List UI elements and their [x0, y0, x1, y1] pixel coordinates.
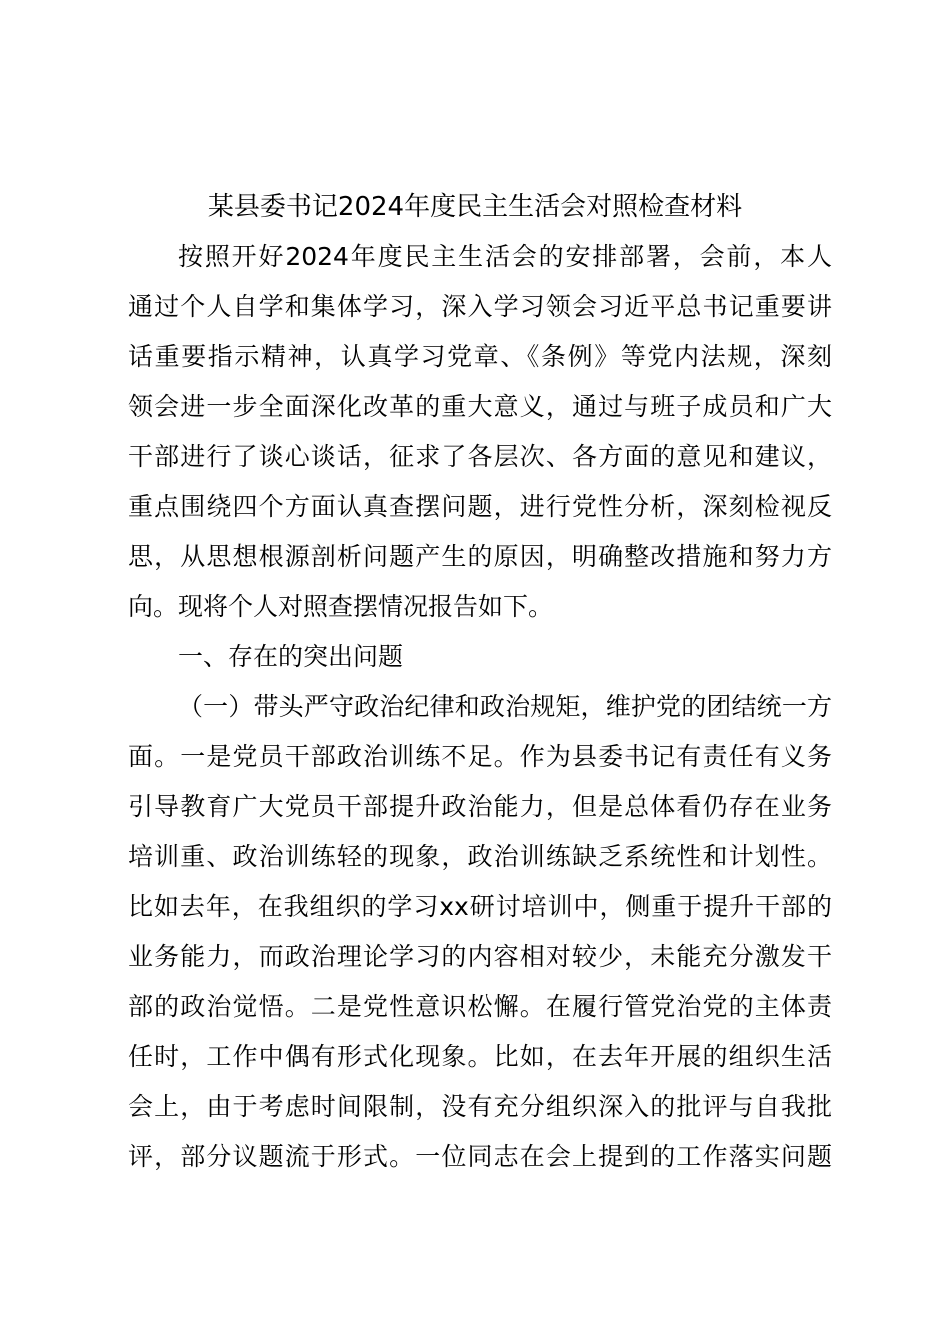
subsection-line-4: 培训重、政治训练轻的现象，政治训练缺乏系统性和计划性。	[128, 842, 832, 871]
paragraph-line-5: 干部进行了谈心谈话，征求了各层次、各方面的意见和建议，	[128, 442, 832, 471]
paragraph-line-6: 重点围绕四个方面认真查摆问题，进行党性分析，深刻检视反	[128, 492, 832, 521]
subsection-line-3: 引导教育广大党员干部提升政治能力，但是总体看仍存在业务	[128, 792, 832, 821]
subsection-line-6: 业务能力，而政治理论学习的内容相对较少，未能充分激发干	[128, 942, 832, 971]
subsection-line-9: 会上，由于考虑时间限制，没有充分组织深入的批评与自我批	[128, 1092, 832, 1121]
subsection-line-10: 评，部分议题流于形式。一位同志在会上提到的工作落实问题	[128, 1142, 832, 1171]
subsection-line-7: 部的政治觉悟。二是党性意识松懈。在履行管党治党的主体责	[128, 992, 832, 1021]
subsection-line-8: 任时，工作中偶有形式化现象。比如，在去年开展的组织生活	[128, 1042, 832, 1071]
document-title: 某县委书记2024年度民主生活会对照检查材料	[207, 192, 743, 222]
subsection-line-2: 面。一是党员干部政治训练不足。作为县委书记有责任有义务	[128, 742, 832, 771]
paragraph-line-1: 按照开好2024年度民主生活会的安排部署，会前，本人	[178, 242, 832, 271]
section-heading: 一、存在的突出问题	[178, 642, 404, 671]
paragraph-line-3: 话重要指示精神，认真学习党章、《条例》等党内法规，深刻	[128, 342, 832, 371]
paragraph-line-7: 思，从思想根源剖析问题产生的原因，明确整改措施和努力方	[128, 542, 832, 571]
subsection-line-5: 比如去年，在我组织的学习xx研讨培训中，侧重于提升干部的	[128, 892, 832, 921]
paragraph-line-2: 通过个人自学和集体学习，深入学习领会习近平总书记重要讲	[128, 292, 832, 321]
paragraph-line-8: 向。现将个人对照查摆情况报告如下。	[128, 592, 554, 621]
subsection-line-1: （一）带头严守政治纪律和政治规矩，维护党的团结统一方	[178, 692, 832, 721]
paragraph-line-4: 领会进一步全面深化改革的重大意义，通过与班子成员和广大	[128, 392, 832, 421]
